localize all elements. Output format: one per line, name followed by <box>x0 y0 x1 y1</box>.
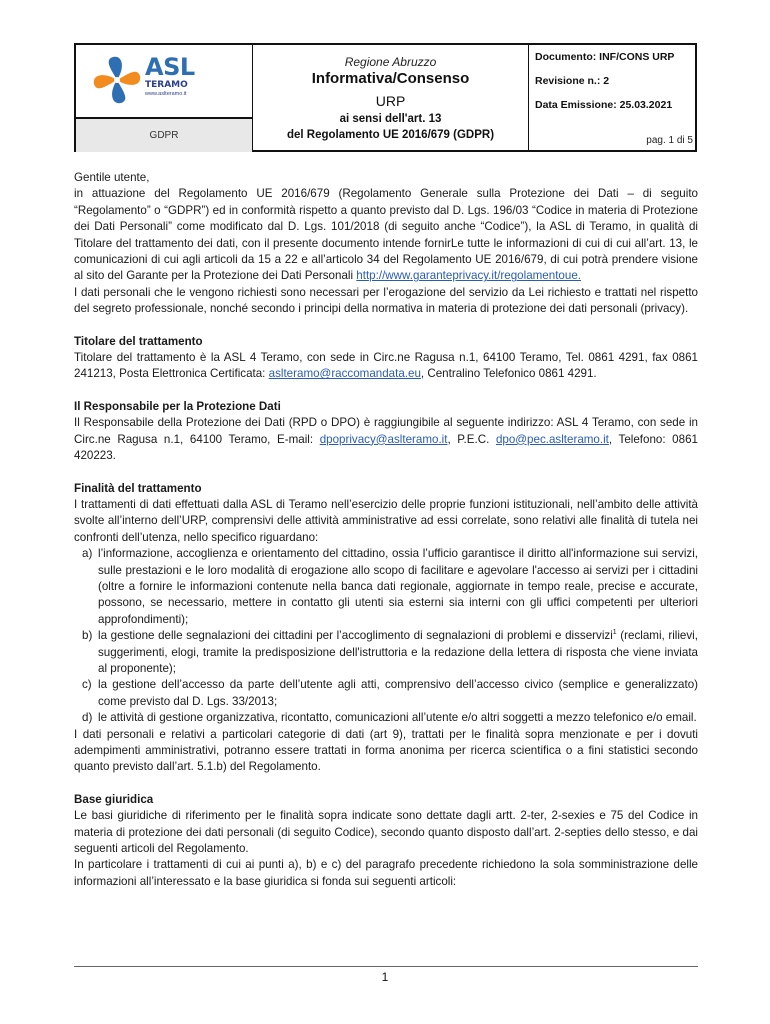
gdpr-label: GDPR <box>76 119 252 152</box>
list-item <box>74 710 698 726</box>
rpd-paragraph <box>74 415 698 464</box>
list-item-label: d) <box>82 711 93 725</box>
rpd-text-mid: , P.E.C. <box>447 432 490 446</box>
rpd-text: Il Responsabile della Protezione dei Dati (RPD o DPO) è raggiungibile al seguente indirizzo: ASL 4 Teramo, con sede in Circ.ne Ragusa n.1, 64100 Teramo, E-mail: <box>74 416 698 446</box>
greeting: Gentile utente, <box>74 171 150 184</box>
document-subtitle: URP <box>375 93 406 109</box>
rpd-heading: Il Responsabile per la Protezione Dati <box>74 399 281 413</box>
page-indicator: pag. 1 di 5 <box>646 135 693 146</box>
asl-logo <box>76 45 252 117</box>
titolare-paragraph <box>74 350 698 383</box>
list-item <box>74 677 698 710</box>
finalita-paragraph-2: I dati personali e relativi a particolari categorie di dati (art 9), trattati per le finalità sopra menzionate e per i dovuti adempimenti amministrativi, potranno essere trattati in forma anonima per ricerca scientifica o a fini statistici secondo quanto previsto dall’art. 5.1.b) del Regolamento. <box>74 727 698 774</box>
list-item-label: a) <box>82 547 93 561</box>
list-item-text: la gestione dell’accesso da parte dell’utente agli atti, comprensivo dell’accesso civico (semplice e generalizzato) come previsto dal D. Lgs. 33/2013; <box>98 678 698 708</box>
region-label: Regione Abruzzo <box>344 55 437 69</box>
issue-date: Data Emissione: 25.03.2021 <box>535 99 673 111</box>
titolare-text: Titolare del trattamento è la ASL 4 Teramo, con sede in Circ.ne Ragusa n.1, 64100 Teramo, Tel. 0861 4291, fax 0861 241213, Posta Elettronica Certificata: <box>74 351 698 381</box>
intro-text: in attuazione del Regolamento UE 2016/679 (Regolamento Generale sulla Protezione dei Dati – di seguito “Regolamento” o “GDPR”) ed in conformità rispetto a quanto previsto dal D. Lgs. 196/03 “Codice in materia di Protezione dei Dati Personali” come modificato dal D. Lgs. 101/2018 (di seguito anche “Codice”), la ASL di Teramo, in qualità di Titolare del trattamento dei dati, con il presente documento intende fornirLe tutte le informazioni di cui di cui all’art. 13, le comunicazioni di cui agli articoli da 15 a 22 e all’articolo 34 del Regolamento UE 2016/679, di cui potrà prendere visione al sito del Garante per la Protezione dei Dati Personali <box>74 187 698 283</box>
list-item-text: le attività di gestione organizzativa, ricontatto, comunicazioni all’utente e/o altri soggetti a mezzo telefonico e/o email. <box>98 711 697 725</box>
finalita-paragraph: I trattamenti di dati effettuati dalla ASL di Teramo nell’esercizio delle proprie funzioni istituzionali, nell’ambito delle attività svolte all’interno dell’URP, comprensivi delle attività amministrative ad essi correlate, sono relativi alle finalità di tutela nei confronti dell’utenza, nello specifico riguardano: <box>74 497 698 544</box>
logo-url: www.aslteramo.it <box>145 91 187 97</box>
titolare-text-end: , Centralino Telefonico 0861 4291. <box>420 367 597 381</box>
document-subtitle-line3: del Regolamento UE 2016/679 (GDPR) <box>286 129 495 141</box>
footnote-ref: 1 <box>612 629 617 637</box>
titolare-heading: Titolare del trattamento <box>74 334 203 348</box>
page-number: 1 <box>381 970 389 984</box>
finalita-list <box>74 546 698 726</box>
logo-brand: ASL <box>145 53 195 81</box>
intro-paragraph <box>74 186 698 284</box>
rpd-email-link[interactable]: dpoprivacy@aslteramo.it <box>319 432 448 446</box>
header-title-cell <box>253 45 528 152</box>
list-item-text-a: la gestione delle segnalazioni dei cittadini per l’accoglimento di segnalazioni di problemi e disservizi <box>98 629 613 643</box>
base-heading: Base giuridica <box>74 792 154 806</box>
rpd-text-end: , Telefono: 0861 420223. <box>74 432 698 463</box>
rpd-pec-link[interactable]: dpo@pec.aslteramo.it <box>495 432 609 446</box>
list-item-text <box>98 628 698 677</box>
asl-pinwheel-icon <box>90 55 144 105</box>
base-paragraph-2: In particolare i trattamenti di cui ai punti a), b) e c) del paragrafo precedente richiedono la sola somministrazione delle informazioni all’interessato e la base giuridica si fonda sui seguenti articoli: <box>74 858 698 888</box>
list-item-text-b: (reclami, rilievi, suggerimenti, elogi, tramite la predisposizione dell'istruttoria e la redazione della lettera di risposta che viene inviata al proponente); <box>98 629 698 675</box>
header-meta-cell <box>529 45 697 152</box>
list-item-label: b) <box>82 629 93 643</box>
document-subtitle-line2: ai sensi dell'art. 13 <box>339 113 442 125</box>
base-paragraph: Le basi giuridiche di riferimento per le finalità sopra indicate sono dettate dagli artt. 2-ter, 2-sexies e 75 del Codice in materia di protezione dei dati personali (di seguito Codice), secondo quanto disposto dall’art. 2-septies dello stesso, e dai seguenti articoli del Regolamento. <box>74 809 698 856</box>
list-item-label: c) <box>82 678 92 692</box>
document-header-table <box>74 43 697 152</box>
document-title: Informativa/Consenso <box>311 70 470 87</box>
finalita-heading: Finalità del trattamento <box>74 481 202 495</box>
footer-divider <box>74 966 698 967</box>
list-item-text: l’informazione, accoglienza e orientamento del cittadino, ossia l’ufficio garantisce il diritto all'informazione sui servizi, sulle prestazioni e le loro modalità di erogazione allo scopo di facilitare e agevolare l'accesso ai servizi per i cittadini (oltre a fornire le informazioni contenute nella banca dati regionale, aggiornate in tempo reale, precise e accurate, possono, se necessario, mettere in contatto gli utenti sia esterni sia interni con gli uffici competenti per ulteriori approfondimenti); <box>98 547 698 626</box>
logo-city: TERAMO <box>145 80 188 90</box>
document-code: Documento: INF/CONS URP <box>535 51 675 63</box>
titolare-pec-link[interactable]: aslteramo@raccomandata.eu <box>268 367 421 381</box>
revision-number: Revisione n.: 2 <box>535 75 610 87</box>
document-body <box>74 170 698 890</box>
list-item <box>74 546 698 628</box>
list-item <box>74 628 698 677</box>
garante-link[interactable]: http://www.garanteprivacy.it/regolamentoue. <box>356 269 581 283</box>
intro-paragraph-2: I dati personali che le vengono richiesti sono necessari per l’erogazione del servizio da Lei richiesto e trattati nel rispetto del segreto professionale, nonché secondo i principi della normativa in materia di protezione dei dati personali (privacy). <box>74 285 698 316</box>
